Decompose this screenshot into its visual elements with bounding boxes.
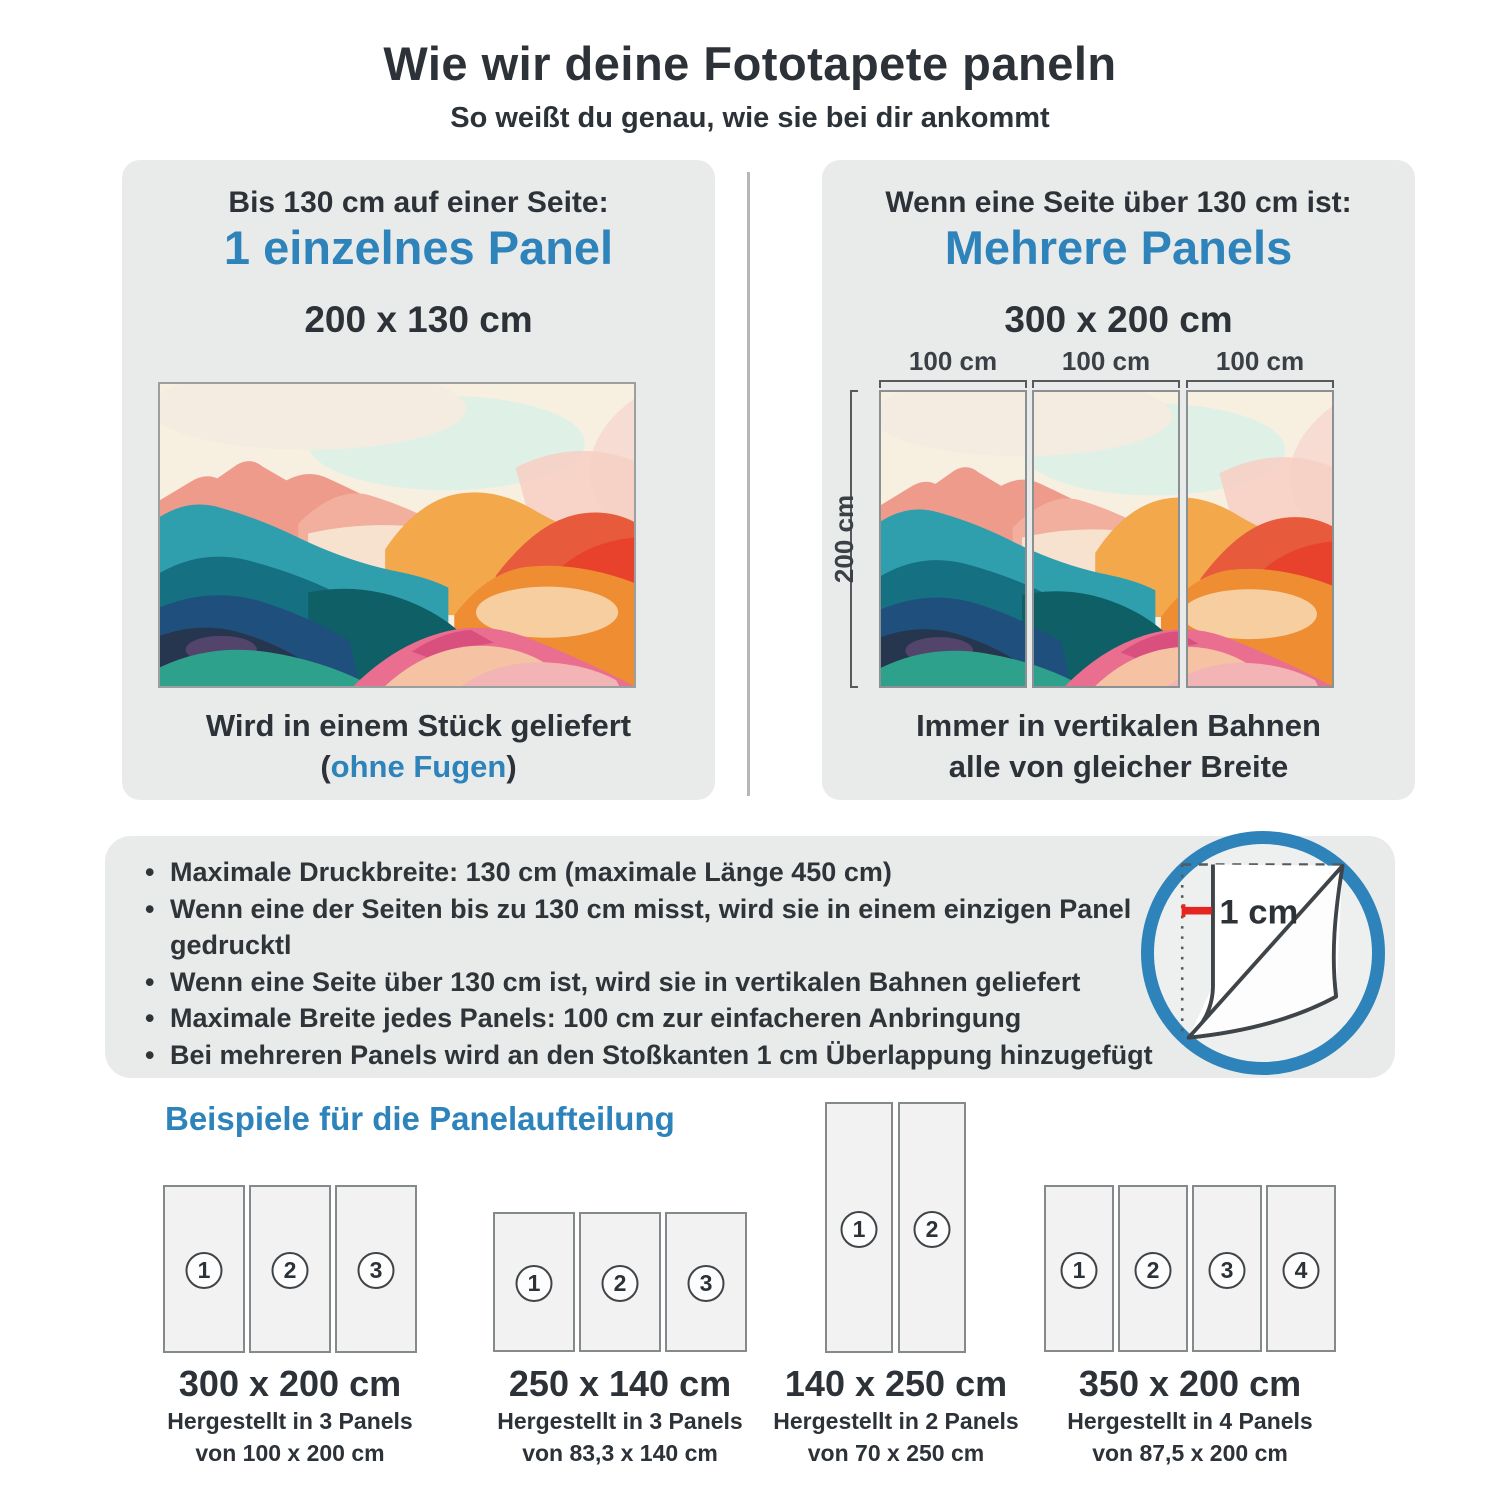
- example-panel-size: von 70 x 250 cm: [807, 1440, 985, 1466]
- example-size: 250 x 140 cm: [508, 1363, 732, 1404]
- example4-panel2: [1118, 1185, 1188, 1352]
- note-item: • Maximale Breite jedes Panels: 100 cm zur einfacheren Anbringung: [143, 1000, 1178, 1037]
- example1-panel2: [249, 1185, 331, 1353]
- panel-number: 3: [1209, 1252, 1246, 1289]
- panel-slice-1: [879, 390, 1027, 688]
- panel-slice-3: [1186, 390, 1334, 688]
- single-panel-card: [122, 160, 715, 800]
- width-label-1: 100 cm: [908, 346, 998, 376]
- panel-number: 1: [1061, 1252, 1098, 1289]
- note-item: • Wenn eine Seite über 130 cm ist, wird sie in vertikalen Bahnen geliefert: [143, 964, 1178, 1001]
- example1-panel3: [335, 1185, 417, 1353]
- page-title: Wie wir deine Fototapete paneln: [383, 37, 1117, 90]
- example-size: 350 x 200 cm: [1078, 1363, 1302, 1404]
- page-curl-icon: [1154, 844, 1372, 1062]
- multi-panel-headline: Mehrere Panels: [944, 221, 1293, 274]
- width-bracket-3: [1186, 380, 1334, 388]
- single-panel-delivery-line: Wird in einem Stück geliefert: [205, 708, 632, 743]
- example-made-in: Hergestellt in 3 Panels: [167, 1408, 413, 1434]
- example2-panel1: [493, 1212, 575, 1352]
- multi-panel-size: 300 x 200 cm: [1004, 299, 1233, 340]
- multi-panel-delivery-line1: Immer in vertikalen Bahnen: [916, 708, 1321, 743]
- example-made-in: Hergestellt in 3 Panels: [497, 1408, 743, 1434]
- multi-panel-condition: Wenn eine Seite über 130 cm ist:: [885, 186, 1352, 219]
- paren-open: (: [320, 749, 331, 784]
- delivery-highlight: ohne Fugen: [330, 749, 507, 784]
- example2-panel3: [665, 1212, 747, 1352]
- watercolor-artwork-slice-3: [1186, 392, 1332, 686]
- watercolor-artwork-image: [160, 384, 634, 686]
- note-item: • Maximale Druckbreite: 130 cm (maximale Länge 450 cm): [143, 854, 1178, 891]
- example3-panel1: [825, 1102, 893, 1353]
- example-made-in: Hergestellt in 4 Panels: [1067, 1408, 1313, 1434]
- height-label: 200 cm: [829, 494, 859, 584]
- single-panel-size: 200 x 130 cm: [304, 299, 533, 340]
- watercolor-artwork-slice-2: [1032, 392, 1180, 686]
- notes-list: [143, 854, 1178, 1073]
- watercolor-artwork-slice-1: [881, 392, 1027, 686]
- multi-panel-card: [822, 160, 1415, 800]
- single-panel-condition: Bis 130 cm auf einer Seite:: [228, 186, 609, 219]
- panel-number: 2: [914, 1211, 951, 1248]
- width-bracket-1: [879, 380, 1027, 388]
- note-item: • Wenn eine der Seiten bis zu 130 cm misst, wird sie in einem einzigen Panel gedrucktl: [143, 891, 1178, 964]
- panel-number: 2: [272, 1252, 309, 1289]
- width-label-3: 100 cm: [1215, 346, 1305, 376]
- example4-panel4: [1266, 1185, 1336, 1352]
- single-panel-artwork: [158, 382, 636, 688]
- example4-panel1: [1044, 1185, 1114, 1352]
- single-panel-delivery-note: [122, 749, 715, 785]
- width-label-2: 100 cm: [1061, 346, 1151, 376]
- example3-panel2: [898, 1102, 966, 1353]
- multi-panel-delivery-line2: alle von gleicher Breite: [948, 749, 1289, 784]
- paren-close: ): [506, 749, 517, 784]
- example-made-in: Hergestellt in 2 Panels: [773, 1408, 1019, 1434]
- panel-number: 1: [516, 1265, 553, 1302]
- examples-heading: Beispiele für die Panelaufteilung: [165, 1100, 675, 1137]
- card-divider: [747, 172, 750, 796]
- panel-number: 1: [841, 1211, 878, 1248]
- panel-number: 1: [186, 1252, 223, 1289]
- page-subtitle: So weißt du genau, wie sie bei dir ankommt: [450, 102, 1050, 134]
- width-bracket-2: [1032, 380, 1180, 388]
- single-panel-headline: 1 einzelnes Panel: [223, 221, 614, 274]
- example-panel-size: von 100 x 200 cm: [195, 1440, 385, 1466]
- example2-panel2: [579, 1212, 661, 1352]
- panel-number: 3: [688, 1265, 725, 1302]
- overlap-measure-label: 1 cm: [1219, 893, 1299, 932]
- panel-number: 2: [1135, 1252, 1172, 1289]
- panel-number: 2: [602, 1265, 639, 1302]
- panel-slice-2: [1032, 390, 1180, 688]
- example1-panel1: [163, 1185, 245, 1353]
- example-size: 300 x 200 cm: [178, 1363, 402, 1404]
- panel-number: 3: [358, 1252, 395, 1289]
- panel-number: 4: [1283, 1252, 1320, 1289]
- overlap-detail-badge: [1141, 831, 1385, 1075]
- example-panel-size: von 87,5 x 200 cm: [1092, 1440, 1288, 1466]
- note-item: • Bei mehreren Panels wird an den Stoßkanten 1 cm Überlappung hinzugefügt: [143, 1037, 1178, 1074]
- example-size: 140 x 250 cm: [784, 1363, 1008, 1404]
- example-panel-size: von 83,3 x 140 cm: [522, 1440, 718, 1466]
- example4-panel3: [1192, 1185, 1262, 1352]
